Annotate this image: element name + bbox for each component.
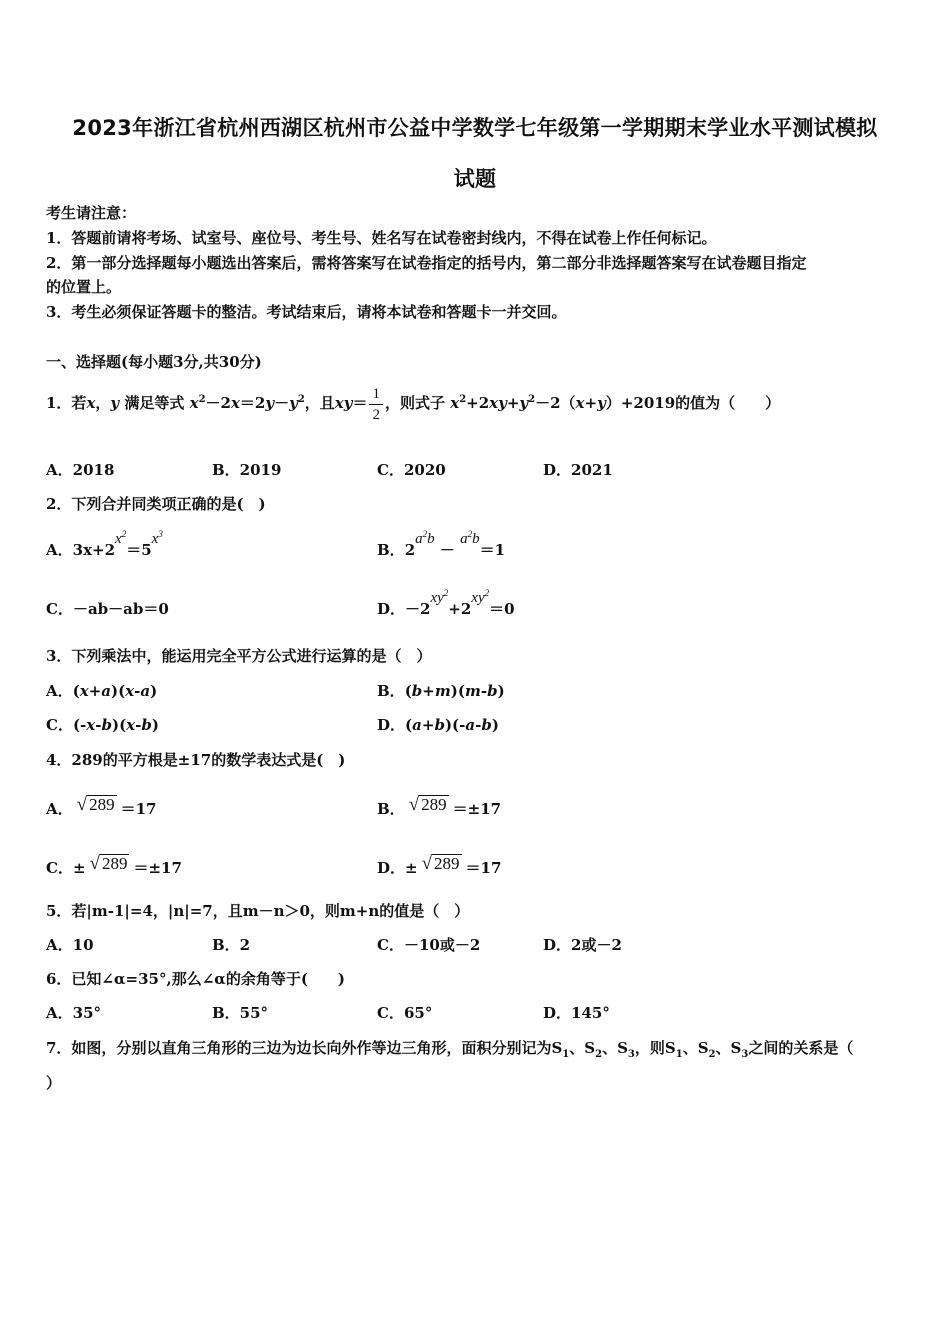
q2-option-d[interactable]: D．$-2xy^2+2xy^2=0$	[377, 588, 515, 618]
question-3-stem: 3．下列乘法中，能运用完全平方公式进行运算的是（ ）	[46, 647, 432, 665]
q3-option-c[interactable]: C．(-x-b)(x-b)	[46, 716, 159, 734]
notice-heading: 考生请注意：	[46, 204, 137, 222]
section-heading-choice: 一、选择题(每小题3分,共30分)	[46, 353, 262, 371]
q4-option-d[interactable]: D．± √ 289 ＝17	[377, 853, 502, 877]
q2-option-c[interactable]: C．－ab－ab＝0	[46, 600, 169, 618]
q4-option-b[interactable]: B． √ 289 ＝±17	[377, 794, 502, 818]
q4-option-a[interactable]: A． √ 289 ＝17	[46, 794, 157, 818]
q1-option-b[interactable]: B．2019	[212, 461, 282, 479]
q6-option-d[interactable]: D．145°	[543, 1004, 610, 1022]
q3-option-a[interactable]: A．(x+a)(x-a)	[46, 682, 158, 700]
sqrt-289: √ 289	[89, 853, 128, 874]
question-2-stem: 2．下列合并同类项正确的是( )	[46, 495, 266, 513]
notice-item-3: 3．考生必须保证答题卡的整洁。考试结束后，请将本试卷和答题卡一并交回。	[46, 303, 567, 321]
q5-option-d[interactable]: D．2或－2	[543, 936, 622, 954]
sqrt-289: √ 289	[421, 853, 460, 874]
q5-option-c[interactable]: C．－10或－2	[377, 936, 481, 954]
q2-option-a[interactable]: A．$3x+2x^2=5x^3$	[46, 529, 163, 559]
q3-option-b[interactable]: B．(b+m)(m-b)	[377, 682, 505, 700]
question-5-stem: 5．若|m-1|=4，|n|=7，且m－n＞0，则m+n的值是（ ）	[46, 902, 470, 920]
question-4-stem: 4．289的平方根是±17的数学表达式是( )	[46, 751, 346, 769]
question-7-stem-line-1: 7．如图，分别以直角三角形的三边为边长向外作等边三角形，面积分别记为$S_1$、$S_2$、$S_3$，则$S_1$、$S_2$、$S_3$之间的关系是（	[46, 1039, 854, 1060]
q1-option-a[interactable]: A．2018	[46, 461, 115, 479]
q1-option-d[interactable]: D．2021	[543, 461, 613, 479]
notice-item-1: 1．答题前请将考场、试室号、座位号、考生号、姓名写在试卷密封线内，不得在试卷上作任何标记。	[46, 229, 717, 247]
question-7-stem-line-2: ）	[46, 1074, 62, 1092]
q6-option-a[interactable]: A．35°	[46, 1004, 102, 1022]
exam-title-line-2: 试题	[453, 167, 497, 191]
q2-option-b[interactable]: B．$2a^2b - a^2b=1$	[377, 529, 506, 559]
question-1-stem: 1．若x，y 满足等式 $x^2-2x=2y-y^2$，且xy＝ $\frac{1}{2}$ ，则式子 $x^2+2xy+y^2-2(x+y)+2019$的值为（ ）	[46, 385, 781, 423]
q4-option-c[interactable]: C．± √ 289 ＝±17	[46, 853, 182, 877]
question-6-stem: 6．已知∠α=35°,那么∠α的余角等于( )	[46, 970, 346, 988]
exam-title-line-1: 2023年浙江省杭州西湖区杭州市公益中学数学七年级第一学期期末学业水平测试模拟	[72, 116, 878, 140]
q6-option-c[interactable]: C．65°	[377, 1004, 433, 1022]
q1-option-c[interactable]: C．2020	[377, 461, 446, 479]
notice-item-2b: 的位置上。	[46, 278, 122, 296]
fraction-one-half: $\frac{1}{2}$	[369, 384, 383, 425]
q5-option-a[interactable]: A．10	[46, 936, 94, 954]
q6-option-b[interactable]: B．55°	[212, 1004, 269, 1022]
q3-option-d[interactable]: D．(a+b)(-a-b)	[377, 716, 499, 734]
sqrt-289: √ 289	[408, 794, 447, 815]
q5-option-b[interactable]: B．2	[212, 936, 251, 954]
sqrt-289: √ 289	[76, 794, 115, 815]
notice-item-2a: 2．第一部分选择题每小题选出答案后，需将答案写在试卷指定的括号内，第二部分非选择题答案写在试卷题目指定	[46, 254, 807, 272]
